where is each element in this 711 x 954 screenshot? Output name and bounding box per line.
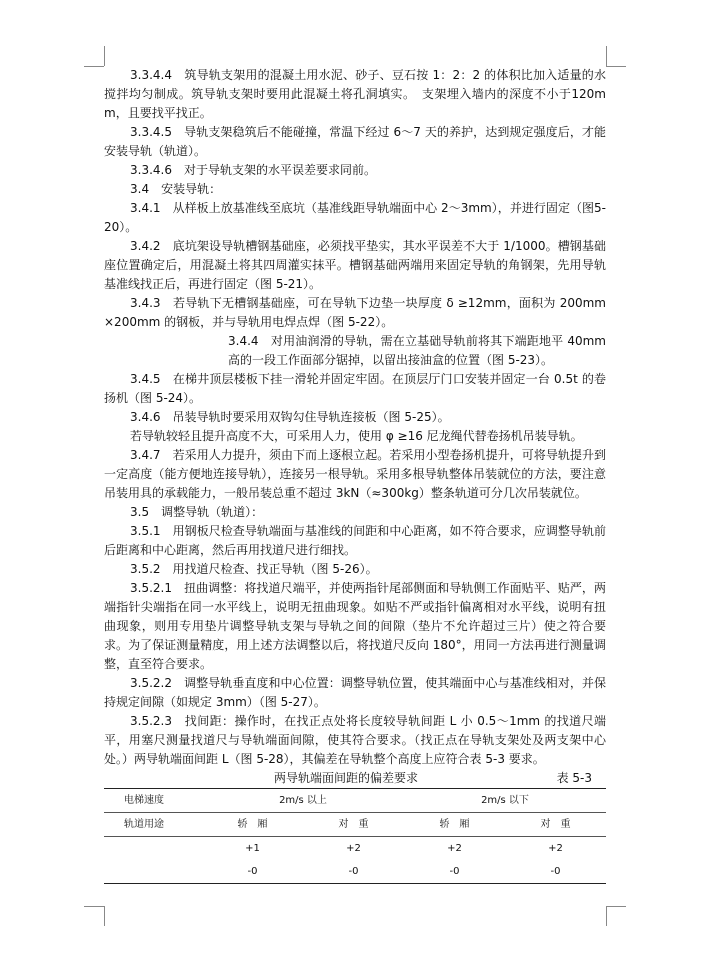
- table-row-use: [104, 813, 606, 837]
- minus-value: -0: [247, 866, 258, 877]
- cwt-col-low: 对 重: [505, 813, 606, 837]
- para-3-4-2: 3.4.2 底坑架设导轨槽钢基础座，必须找平垫实，其水平误差不大于 1/1000。槽钢基础座位置确定后，用混凝土将其四周灌实抹平。槽钢基础两端用来固定导轨的角钢架，先用导轨基准线找正后，再进行固定（图 5-21）。: [104, 239, 606, 291]
- car-col-high: 轿 厢: [202, 813, 303, 837]
- para-3-4-1: 3.4.1 从样板上放基准线至底坑（基准线距导轨端面中心 2～3mm），并进行固定（图5-20）。: [104, 201, 606, 234]
- cwt-col-high: 对 重: [303, 813, 404, 837]
- heading-3-5: 3.5 调整导轨（轨道）：: [130, 505, 264, 519]
- para-3-4-6-note: 若导轨较轻且提升高度不大，可采用人力，使用 φ ≥16 尼龙绳代替卷扬机吊装导轨。: [130, 429, 583, 443]
- para-3-5-2-3: 3.5.2.3 找间距：操作时，在找正点处将长度较导轨间距 L 小 0.5～1mm 的找道尺端平，用塞尺测量找道尺与导轨端面间隙，使其符合要求。（找正点在导轨支架处及两支架中心处。）两导轨端面间距 L（图 5-28），其偏差在导轨整个高度上应符合表 5-3 要求。: [104, 714, 606, 766]
- para-3-4-7: 3.4.7 若采用人力提升，须由下而上逐根立起。若采用小型卷扬机提升，可将导轨提升到一定高度（能方便地连接导轨），连接另一根导轨。采用多根导轨整体吊装就位的方法，要注意吊装用具的承载能力，一般吊装总重不超过 3kN（≈300kg）整条轨道可分几次吊装就位。: [104, 448, 606, 500]
- para-3-4-4: 3.4.4 对用油润滑的导轨，需在立基础导轨前将其下端距地平 40mm高的一段工作面部分锯掉，以留出接油盒的位置（图 5-23）。: [228, 334, 606, 367]
- crop-mark-top-left-h: [84, 66, 104, 67]
- para-3-3-4-5: 3.3.4.5 导轨支架稳筑后不能碰撞，常温下经过 6～7 天的养护，达到规定强度后，才能安装导轨（轨道）。: [104, 125, 606, 158]
- plus-value: +2: [447, 843, 462, 854]
- para-3-5-1: 3.5.1 用钢板尺检查导轨端面与基准线的间距和中心距离，如不符合要求，应调整导轨前后距离和中心距离，然后再用找道尺进行细找。: [104, 524, 606, 557]
- crop-mark-bottom-right-v: [606, 906, 607, 926]
- para-3-4-5: 3.4.5 在梯井顶层楼板下挂一滑轮并固定牢固。在顶层厅门口安装并固定一台 0.5t 的卷扬机（图 5-24）。: [104, 372, 606, 405]
- crop-mark-top-left-v: [104, 46, 105, 66]
- document-body: [104, 66, 606, 884]
- para-3-4-6: 3.4.6 吊装导轨时要采用双钩勾住导轨连接板（图 5-25）。: [130, 410, 450, 424]
- table-title: 两导轨端面间距的偏差要求: [274, 771, 419, 785]
- speed-high: 2m/s 以上: [202, 789, 404, 813]
- table-row-minus: [104, 860, 606, 884]
- car-col-low: 轿 厢: [404, 813, 505, 837]
- deviation-table: [104, 788, 606, 884]
- crop-mark-bottom-left-h: [84, 906, 104, 907]
- minus-value: -0: [449, 866, 460, 877]
- para-3-5-2-2: 3.5.2.2 调整导轨垂直度和中心位置：调整导轨位置，使其端面中心与基准线相对，并保持规定间隙（如规定 3mm）（图 5-27）。: [104, 676, 606, 709]
- para-3-3-4-4: 3.3.4.4 筑导轨支架用的混凝土用水泥、砂子、豆石按 1：2：2 的体积比加入适量的水搅拌均匀制成。筑导轨支架时要用此混凝土将孔洞填实。 支架埋入墙内的深度不小于120mm，且要找平找正。: [104, 68, 606, 120]
- plus-value: +2: [346, 843, 361, 854]
- plus-value: +1: [245, 843, 260, 854]
- crop-mark-bottom-right-h: [606, 906, 626, 907]
- speed-low: 2m/s 以下: [404, 789, 606, 813]
- use-label: 轨道用途: [104, 813, 202, 837]
- table-number: 表 5-3: [556, 771, 592, 785]
- para-3-5-2: 3.5.2 用找道尺检查、找正导轨（图 5-26）。: [130, 562, 378, 576]
- crop-mark-top-right-h: [606, 66, 626, 67]
- table-row-speed: [104, 789, 606, 813]
- heading-3-4: 3.4 安装导轨：: [130, 182, 222, 196]
- plus-value: +2: [548, 843, 563, 854]
- para-3-4-3: 3.4.3 若导轨下无槽钢基础座，可在导轨下边垫一块厚度 δ ≥12mm，面积为 200mm×200mm 的钢板，并与导轨用电焊点焊（图 5-22）。: [104, 296, 606, 329]
- table-caption: [104, 769, 606, 788]
- crop-mark-top-right-v: [606, 46, 607, 66]
- para-3-3-4-6: 3.3.4.6 对于导轨支架的水平误差要求同前。: [130, 163, 376, 177]
- table-row-plus: [104, 837, 606, 861]
- crop-mark-bottom-left-v: [104, 906, 105, 926]
- para-3-5-2-1: 3.5.2.1 扭曲调整：将找道尺端平，并使两指针尾部侧面和导轨侧工作面贴平、贴严，两端指针尖端指在同一水平线上，说明无扭曲现象。如贴不严或指针偏离相对水平线，说明有扭曲现象，则用专用垫片调整导轨支架与导轨之间的间隙（垫片不允许超过三片）使之符合要求。为了保证测量精度，用上述方法调整以后，将找道尺反向 180°，用同一方法再进行测量调整，直至符合要求。: [104, 581, 606, 671]
- speed-label: 电梯速度: [104, 789, 202, 813]
- minus-value: -0: [348, 866, 359, 877]
- minus-value: -0: [550, 866, 561, 877]
